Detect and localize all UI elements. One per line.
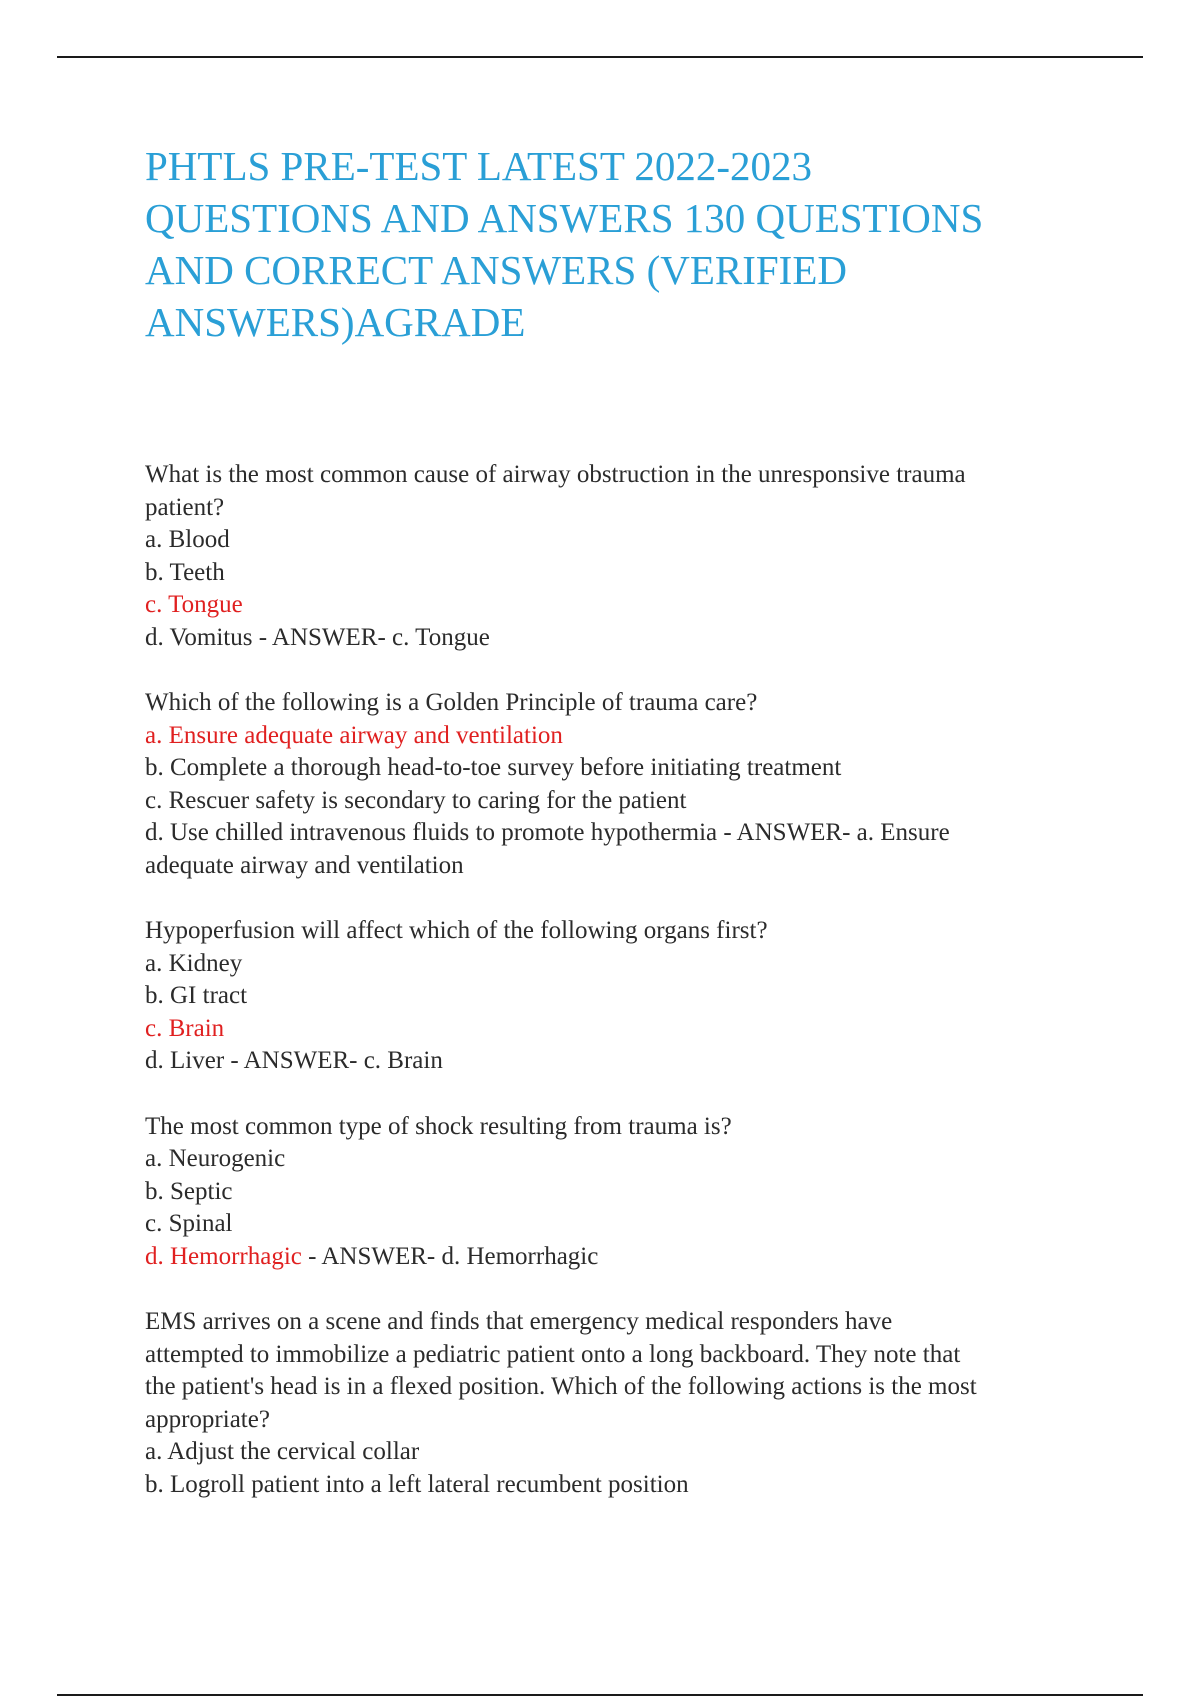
answer-option: b. Teeth: [145, 558, 225, 586]
correct-answer-option: d. Hemorrhagic: [145, 1242, 302, 1270]
answer-option-with-key: [145, 622, 1085, 655]
question-stem: Which of the following is a Golden Principle of trauma care?: [145, 689, 758, 716]
title-line: PHTLS PRE-TEST LATEST 2022-2023: [145, 143, 813, 189]
answer-option: d. Vomitus: [145, 623, 253, 651]
question-stem: the patient's head is in a flexed position. Which of the following actions is the most: [145, 1373, 977, 1400]
correct-answer-option: c. Tongue: [145, 591, 243, 618]
answer-key: - ANSWER- c. Tongue: [252, 623, 490, 651]
answer-option-with-key: [145, 1045, 1085, 1078]
question-block: [145, 1306, 1085, 1501]
answer-option: b. Logroll patient into a left lateral recumbent position: [145, 1470, 689, 1498]
answer-key: - ANSWER- a. Ensure: [717, 819, 950, 846]
question-stem: EMS arrives on a scene and finds that emergency medical responders have: [145, 1308, 893, 1335]
answer-option: d. Liver: [145, 1047, 225, 1074]
answer-key: - ANSWER- d. Hemorrhagic: [301, 1242, 599, 1270]
answer-option: a. Blood: [145, 526, 230, 553]
answer-option: c. Spinal: [145, 1210, 233, 1237]
answer-key: - ANSWER- c. Brain: [224, 1047, 443, 1074]
question-block: [145, 687, 1085, 882]
answer-option: b. Complete a thorough head-to-toe survey before initiating treatment: [145, 754, 842, 781]
question-stem: What is the most common cause of airway obstruction in the unresponsive trauma: [145, 461, 966, 488]
answer-option: b. GI tract: [145, 982, 248, 1009]
correct-answer-option: c. Brain: [145, 1014, 225, 1042]
question-stem: appropriate?: [145, 1405, 270, 1433]
footer-rule: [57, 1694, 1143, 1696]
question-block: [145, 915, 1085, 1078]
title-line: AND CORRECT ANSWERS (VERIFIED: [145, 247, 847, 293]
answer-option: a. Adjust the cervical collar: [145, 1438, 420, 1465]
question-block: [145, 459, 1085, 654]
answer-key-continuation: adequate airway and ventilation: [145, 851, 464, 879]
answer-option: d. Use chilled intravenous fluids to promote hypothermia: [145, 819, 718, 846]
answer-option: a. Kidney: [145, 949, 243, 977]
answer-option: c. Rescuer safety is secondary to caring for the patient: [145, 786, 687, 814]
question-stem: Hypoperfusion will affect which of the following organs first?: [145, 917, 768, 944]
correct-answer-option: a. Ensure adequate airway and ventilation: [145, 721, 563, 749]
question-stem: attempted to immobilize a pediatric patient onto a long backboard. They note that: [145, 1340, 961, 1368]
answer-option: b. Septic: [145, 1177, 233, 1205]
header-rule: [57, 56, 1143, 58]
question-block: [145, 1111, 1085, 1274]
title-line: QUESTIONS AND ANSWERS 130 QUESTIONS: [145, 195, 984, 241]
answer-option-with-key: [145, 1241, 1085, 1274]
question-stem: The most common type of shock resulting from trauma is?: [145, 1112, 732, 1140]
document-title: [145, 140, 1075, 348]
question-stem: patient?: [145, 493, 225, 521]
answer-option-with-key: [145, 817, 1085, 850]
question-list: [145, 459, 1085, 1501]
title-line: ANSWERS)AGRADE: [145, 299, 526, 345]
answer-option: a. Neurogenic: [145, 1145, 286, 1172]
